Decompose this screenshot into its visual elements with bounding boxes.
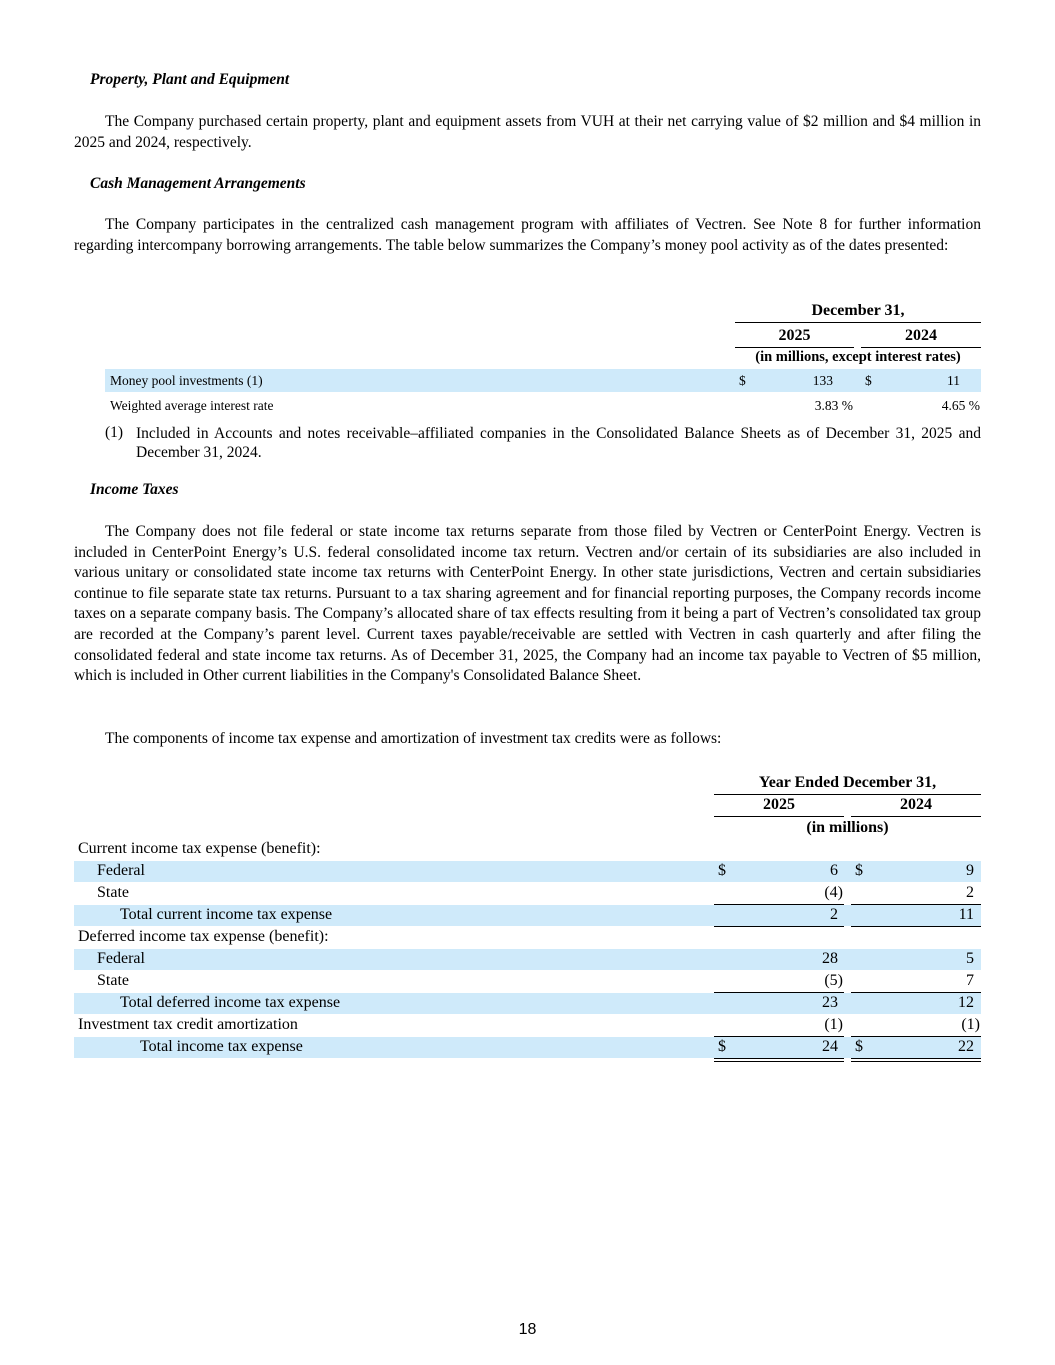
tax-row-c2: 9	[966, 862, 974, 879]
tax-row-c1: (1)	[824, 1016, 843, 1033]
tax-row-label: Current income tax expense (benefit):	[78, 840, 321, 857]
tax-col-rule-2	[851, 816, 981, 817]
mp-footnote-marker: (1)	[105, 424, 124, 441]
mp-row-label: Weighted average interest rate	[110, 398, 274, 413]
tax-row-label: Total deferred income tax expense	[120, 994, 341, 1011]
tax-col-rule-1	[714, 816, 844, 817]
tax-row-c2-sym: $	[855, 1038, 863, 1055]
page-number: 18	[518, 1321, 537, 1338]
section-heading-taxes: Income Taxes	[90, 481, 179, 498]
tax-units: (in millions)	[806, 819, 889, 836]
table-row	[74, 949, 981, 970]
tax-subtotal-rule	[851, 992, 981, 993]
tax-row-c1-sym: $	[718, 862, 726, 879]
tax-row-c2: 2	[966, 884, 974, 901]
mp-row-c2: 4.65 %	[941, 398, 980, 413]
tax-subtotal-rule	[714, 992, 844, 993]
tax-row-c1: (5)	[824, 972, 843, 989]
taxes-intro: The components of income tax expense and amortization of investment tax credits were as follows:	[105, 730, 722, 747]
tax-row-c2: 22	[958, 1038, 974, 1055]
mp-units: (in millions, except interest rates)	[755, 349, 961, 365]
mp-col-2024: 2024	[905, 327, 937, 344]
tax-row-label: Federal	[97, 950, 145, 967]
mp-row-c1: 133	[812, 373, 833, 388]
tax-row-c2: 5	[966, 950, 974, 967]
tax-row-label: State	[97, 884, 129, 901]
mp-period-header: December 31,	[811, 302, 905, 319]
tax-row-label: Total income tax expense	[140, 1038, 303, 1055]
tax-total-rule	[851, 1036, 981, 1037]
tax-total-rule	[851, 926, 981, 927]
mp-col-2025: 2025	[778, 327, 811, 344]
tax-row-c1-sym: $	[718, 1038, 726, 1055]
mp-header-rule	[735, 322, 981, 323]
tax-row-label: State	[97, 972, 129, 989]
tax-row-c2: 11	[958, 906, 974, 923]
tax-grand-total-rule	[714, 1058, 844, 1062]
mp-col-rule-2	[861, 347, 981, 348]
mp-row-c1-sym: $	[739, 373, 746, 388]
tax-row-c2: 12	[958, 994, 974, 1011]
section-heading-cash: Cash Management Arrangements	[90, 175, 306, 192]
tax-row-c1: 28	[822, 950, 838, 967]
tax-row-label: Federal	[97, 862, 145, 879]
tax-grand-total-rule	[851, 1058, 981, 1062]
tax-period-header: Year Ended December 31,	[758, 774, 937, 791]
tax-col-2024: 2024	[900, 796, 932, 813]
tax-row-c1: 6	[830, 862, 838, 879]
tax-row-c1: 2	[830, 906, 838, 923]
tax-row-c1: (4)	[824, 884, 843, 901]
tax-row-label: Total current income tax expense	[120, 906, 333, 923]
tax-total-rule	[714, 1036, 844, 1037]
taxes-paragraph: The Company does not file federal or state income tax returns separate from those filed by Vectren or CenterPoint Energy. Vectren is included in CenterPoint Energy’s U.S. federal consolidated income tax return. Vectren and/or certain of its subsidiaries are also included in various unitary or consolidated state income tax returns with CenterPoint Energy. In other state jurisdictions, Vectren and certain subsidiaries continue to file separate state tax returns. Pursuant to a tax sharing agreement and for financial reporting purposes, the Company records income taxes on a separate company basis. The Company’s allocated share of tax effects resulting from it being a part of Vectren’s consolidated tax group are recorded at the Company’s parent level. Current taxes payable/receivable are settled with Vectren in cash quarterly and after filing the consolidated federal and state income tax returns. As of December 31, 2025, the Company had an income tax payable to Vectren of $5 million, which is included in Other current liabilities in the Company's Consolidated Balance Sheet.	[74, 523, 981, 685]
tax-col-2025: 2025	[763, 796, 795, 813]
tax-subtotal-rule	[714, 904, 844, 905]
tax-row-c1: 23	[822, 994, 838, 1011]
table-row	[74, 861, 981, 882]
tax-header-rule	[714, 794, 981, 795]
mp-row-c2-sym: $	[865, 373, 872, 388]
tax-row-label: Deferred income tax expense (benefit):	[78, 928, 329, 945]
tax-total-rule	[714, 926, 844, 927]
mp-col-rule-1	[735, 347, 854, 348]
section-heading-ppe: Property, Plant and Equipment	[90, 71, 290, 88]
tax-row-c2-sym: $	[855, 862, 863, 879]
mp-row-label: Money pool investments (1)	[110, 373, 263, 388]
cash-paragraph: The Company participates in the centralized cash management program with affiliates of Vectren. See Note 8 for further information regarding intercompany borrowing arrangements. The table below summarizes the Company’s money pool activity as of the dates presented:	[74, 216, 981, 254]
ppe-paragraph: The Company purchased certain property, plant and equipment assets from VUH at their net carrying value of $2 million and $4 million in 2025 and 2024, respectively.	[74, 113, 981, 151]
tax-row-c1: 24	[822, 1038, 838, 1055]
tax-row-c2: 7	[966, 972, 974, 989]
mp-row-c2: 11	[947, 373, 960, 388]
tax-row-label: Investment tax credit amortization	[78, 1016, 298, 1033]
mp-footnote: Included in Accounts and notes receivable–affiliated companies in the Consolidated Balance Sheets as of December 31, 2025 and December 31, 2024.	[136, 425, 981, 461]
mp-row-c1: 3.83 %	[814, 398, 853, 413]
tax-subtotal-rule	[851, 904, 981, 905]
tax-row-c2: (1)	[961, 1016, 980, 1033]
